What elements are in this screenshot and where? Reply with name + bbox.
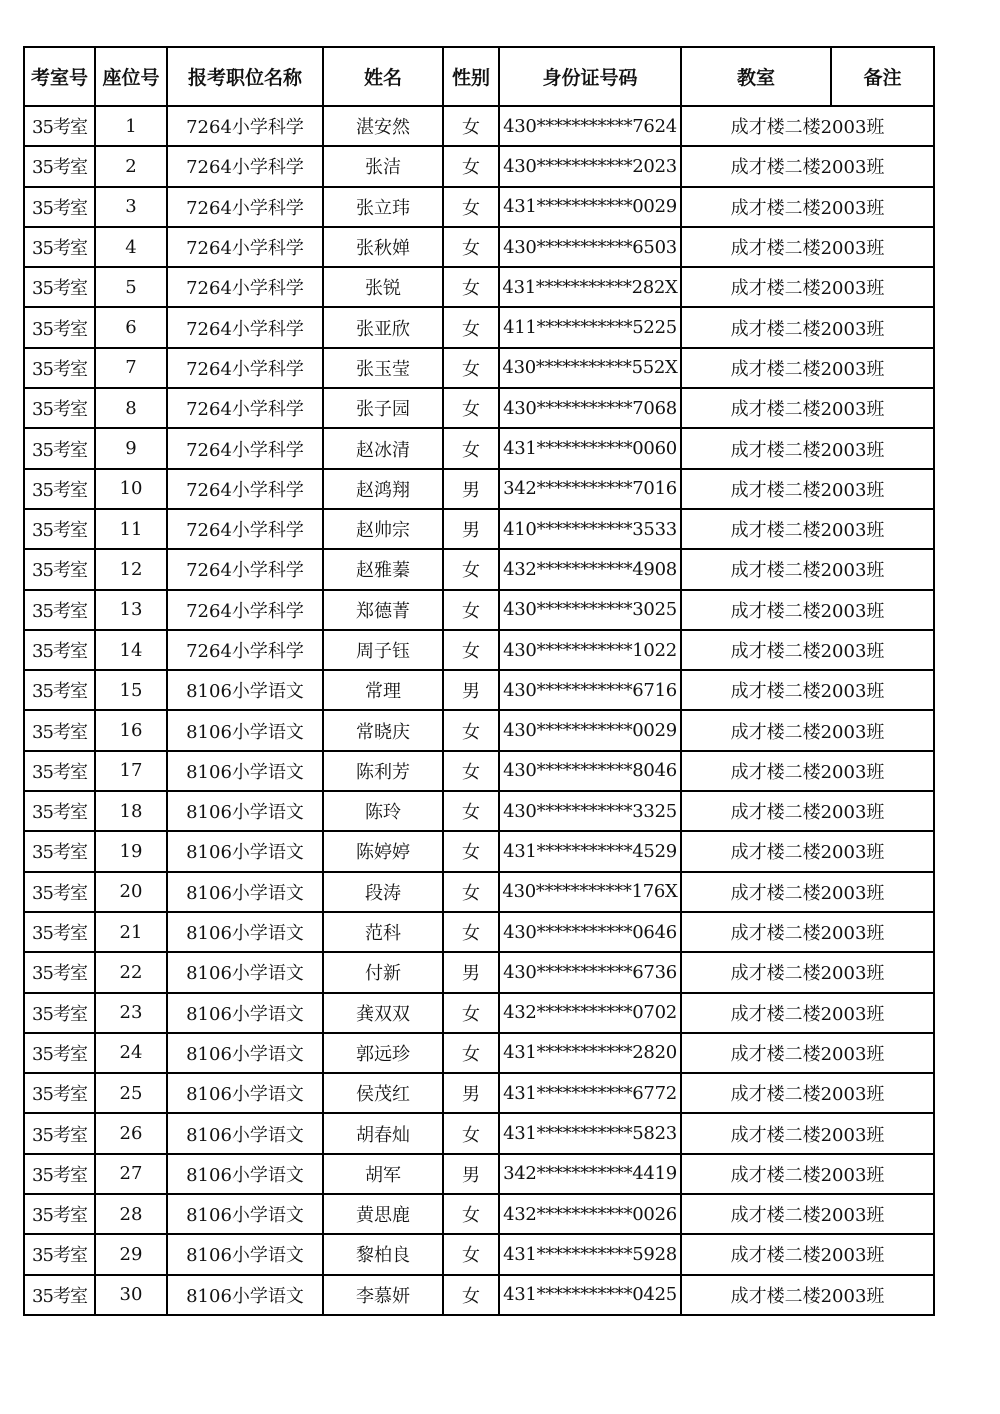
cell-room: 35考室 <box>24 509 95 549</box>
cell-name: 黄思鹿 <box>323 1194 443 1234</box>
cell-id-number: 431***********282X <box>499 267 681 307</box>
table-row <box>24 952 934 992</box>
cell-gender: 女 <box>443 1033 499 1073</box>
cell-room: 35考室 <box>24 1073 95 1113</box>
table-row <box>24 1194 934 1234</box>
cell-room: 35考室 <box>24 791 95 831</box>
cell-position: 8106小学语文 <box>167 1275 323 1315</box>
cell-name: 张立玮 <box>323 187 443 227</box>
cell-name: 张亚欣 <box>323 307 443 347</box>
cell-classroom: 成才楼二楼2003班 <box>681 348 934 388</box>
table-row <box>24 710 934 750</box>
cell-position: 7264小学科学 <box>167 348 323 388</box>
cell-position: 8106小学语文 <box>167 710 323 750</box>
cell-position: 8106小学语文 <box>167 791 323 831</box>
cell-id-number: 430***********2023 <box>499 146 681 186</box>
cell-gender: 女 <box>443 267 499 307</box>
table-body <box>24 106 934 1315</box>
cell-name: 张子园 <box>323 388 443 428</box>
cell-room: 35考室 <box>24 1234 95 1274</box>
cell-id-number: 430***********3025 <box>499 590 681 630</box>
cell-seat: 18 <box>95 791 167 831</box>
table-row <box>24 388 934 428</box>
cell-position: 7264小学科学 <box>167 267 323 307</box>
cell-seat: 11 <box>95 509 167 549</box>
cell-room: 35考室 <box>24 993 95 1033</box>
cell-classroom: 成才楼二楼2003班 <box>681 630 934 670</box>
cell-position: 8106小学语文 <box>167 993 323 1033</box>
cell-classroom: 成才楼二楼2003班 <box>681 590 934 630</box>
cell-gender: 女 <box>443 630 499 670</box>
cell-name: 常理 <box>323 670 443 710</box>
cell-name: 张秋婵 <box>323 227 443 267</box>
cell-room: 35考室 <box>24 428 95 468</box>
cell-id-number: 431***********5928 <box>499 1234 681 1274</box>
cell-classroom: 成才楼二楼2003班 <box>681 831 934 871</box>
cell-classroom: 成才楼二楼2003班 <box>681 106 934 146</box>
exam-seating-table <box>23 46 935 1316</box>
cell-seat: 13 <box>95 590 167 630</box>
cell-classroom: 成才楼二楼2003班 <box>681 509 934 549</box>
cell-seat: 15 <box>95 670 167 710</box>
header-gender: 性别 <box>443 47 499 106</box>
cell-seat: 20 <box>95 872 167 912</box>
cell-seat: 14 <box>95 630 167 670</box>
cell-seat: 25 <box>95 1073 167 1113</box>
cell-seat: 30 <box>95 1275 167 1315</box>
cell-room: 35考室 <box>24 1033 95 1073</box>
cell-classroom: 成才楼二楼2003班 <box>681 751 934 791</box>
cell-position: 7264小学科学 <box>167 590 323 630</box>
table-row <box>24 1234 934 1274</box>
table-row <box>24 428 934 468</box>
table-row <box>24 509 934 549</box>
cell-id-number: 342***********4419 <box>499 1154 681 1194</box>
table-row <box>24 307 934 347</box>
cell-classroom: 成才楼二楼2003班 <box>681 952 934 992</box>
cell-id-number: 430***********6716 <box>499 670 681 710</box>
cell-gender: 女 <box>443 831 499 871</box>
table-row <box>24 831 934 871</box>
table-row <box>24 106 934 146</box>
cell-classroom: 成才楼二楼2003班 <box>681 912 934 952</box>
header-remarks: 备注 <box>831 47 934 106</box>
header-name: 姓名 <box>323 47 443 106</box>
cell-id-number: 410***********3533 <box>499 509 681 549</box>
cell-position: 7264小学科学 <box>167 227 323 267</box>
cell-classroom: 成才楼二楼2003班 <box>681 428 934 468</box>
table-row <box>24 267 934 307</box>
cell-room: 35考室 <box>24 146 95 186</box>
cell-id-number: 430***********7068 <box>499 388 681 428</box>
cell-id-number: 431***********0029 <box>499 187 681 227</box>
cell-room: 35考室 <box>24 1113 95 1153</box>
cell-classroom: 成才楼二楼2003班 <box>681 307 934 347</box>
cell-gender: 女 <box>443 428 499 468</box>
header-position: 报考职位名称 <box>167 47 323 106</box>
cell-name: 赵帅宗 <box>323 509 443 549</box>
cell-name: 胡春灿 <box>323 1113 443 1153</box>
cell-room: 35考室 <box>24 1194 95 1234</box>
cell-room: 35考室 <box>24 751 95 791</box>
cell-gender: 女 <box>443 912 499 952</box>
cell-name: 赵鸿翔 <box>323 469 443 509</box>
cell-name: 段涛 <box>323 872 443 912</box>
cell-gender: 女 <box>443 1194 499 1234</box>
cell-id-number: 432***********0702 <box>499 993 681 1033</box>
cell-classroom: 成才楼二楼2003班 <box>681 388 934 428</box>
cell-gender: 男 <box>443 1154 499 1194</box>
cell-position: 8106小学语文 <box>167 952 323 992</box>
cell-position: 8106小学语文 <box>167 1033 323 1073</box>
cell-seat: 2 <box>95 146 167 186</box>
cell-id-number: 431***********0060 <box>499 428 681 468</box>
cell-gender: 女 <box>443 590 499 630</box>
cell-position: 8106小学语文 <box>167 1194 323 1234</box>
cell-classroom: 成才楼二楼2003班 <box>681 1275 934 1315</box>
header-row <box>24 47 934 106</box>
cell-gender: 女 <box>443 227 499 267</box>
cell-room: 35考室 <box>24 710 95 750</box>
cell-name: 张玉莹 <box>323 348 443 388</box>
cell-name: 周子钰 <box>323 630 443 670</box>
cell-name: 郭远珍 <box>323 1033 443 1073</box>
table-row <box>24 227 934 267</box>
cell-room: 35考室 <box>24 227 95 267</box>
cell-room: 35考室 <box>24 469 95 509</box>
cell-seat: 19 <box>95 831 167 871</box>
table-row <box>24 1275 934 1315</box>
cell-room: 35考室 <box>24 1275 95 1315</box>
table-row <box>24 187 934 227</box>
cell-position: 7264小学科学 <box>167 307 323 347</box>
table-row <box>24 872 934 912</box>
cell-position: 8106小学语文 <box>167 1234 323 1274</box>
cell-seat: 7 <box>95 348 167 388</box>
cell-position: 8106小学语文 <box>167 1154 323 1194</box>
cell-classroom: 成才楼二楼2003班 <box>681 187 934 227</box>
cell-seat: 5 <box>95 267 167 307</box>
cell-room: 35考室 <box>24 267 95 307</box>
cell-name: 赵雅蓁 <box>323 549 443 589</box>
cell-seat: 1 <box>95 106 167 146</box>
cell-classroom: 成才楼二楼2003班 <box>681 146 934 186</box>
cell-position: 7264小学科学 <box>167 388 323 428</box>
cell-id-number: 431***********2820 <box>499 1033 681 1073</box>
cell-seat: 17 <box>95 751 167 791</box>
cell-room: 35考室 <box>24 106 95 146</box>
cell-name: 胡军 <box>323 1154 443 1194</box>
cell-name: 湛安然 <box>323 106 443 146</box>
cell-name: 张锐 <box>323 267 443 307</box>
cell-name: 李慕妍 <box>323 1275 443 1315</box>
cell-gender: 女 <box>443 388 499 428</box>
cell-gender: 女 <box>443 187 499 227</box>
cell-classroom: 成才楼二楼2003班 <box>681 993 934 1033</box>
cell-room: 35考室 <box>24 952 95 992</box>
cell-room: 35考室 <box>24 831 95 871</box>
cell-id-number: 431***********4529 <box>499 831 681 871</box>
cell-name: 郑德菁 <box>323 590 443 630</box>
cell-position: 8106小学语文 <box>167 831 323 871</box>
cell-classroom: 成才楼二楼2003班 <box>681 670 934 710</box>
cell-gender: 女 <box>443 1234 499 1274</box>
cell-name: 陈利芳 <box>323 751 443 791</box>
table-row <box>24 469 934 509</box>
cell-gender: 女 <box>443 348 499 388</box>
cell-classroom: 成才楼二楼2003班 <box>681 549 934 589</box>
cell-seat: 26 <box>95 1113 167 1153</box>
cell-id-number: 430***********6503 <box>499 227 681 267</box>
table-row <box>24 348 934 388</box>
table-row <box>24 912 934 952</box>
cell-seat: 10 <box>95 469 167 509</box>
cell-id-number: 430***********7624 <box>499 106 681 146</box>
cell-classroom: 成才楼二楼2003班 <box>681 872 934 912</box>
table-row <box>24 549 934 589</box>
cell-seat: 8 <box>95 388 167 428</box>
cell-id-number: 432***********4908 <box>499 549 681 589</box>
cell-gender: 女 <box>443 106 499 146</box>
cell-id-number: 430***********0646 <box>499 912 681 952</box>
cell-id-number: 430***********3325 <box>499 791 681 831</box>
cell-classroom: 成才楼二楼2003班 <box>681 1033 934 1073</box>
cell-gender: 女 <box>443 872 499 912</box>
cell-room: 35考室 <box>24 872 95 912</box>
cell-name: 侯茂红 <box>323 1073 443 1113</box>
table-row <box>24 791 934 831</box>
cell-seat: 9 <box>95 428 167 468</box>
cell-name: 陈玲 <box>323 791 443 831</box>
cell-gender: 男 <box>443 670 499 710</box>
cell-classroom: 成才楼二楼2003班 <box>681 1194 934 1234</box>
cell-gender: 女 <box>443 993 499 1033</box>
cell-gender: 女 <box>443 549 499 589</box>
cell-classroom: 成才楼二楼2003班 <box>681 1234 934 1274</box>
cell-id-number: 430***********0029 <box>499 710 681 750</box>
table-header <box>24 47 934 106</box>
cell-id-number: 430***********1022 <box>499 630 681 670</box>
cell-id-number: 432***********0026 <box>499 1194 681 1234</box>
cell-classroom: 成才楼二楼2003班 <box>681 1073 934 1113</box>
cell-id-number: 411***********5225 <box>499 307 681 347</box>
cell-seat: 22 <box>95 952 167 992</box>
cell-id-number: 430***********6736 <box>499 952 681 992</box>
cell-seat: 27 <box>95 1154 167 1194</box>
cell-seat: 4 <box>95 227 167 267</box>
cell-position: 7264小学科学 <box>167 469 323 509</box>
cell-classroom: 成才楼二楼2003班 <box>681 227 934 267</box>
cell-classroom: 成才楼二楼2003班 <box>681 1154 934 1194</box>
cell-room: 35考室 <box>24 307 95 347</box>
cell-room: 35考室 <box>24 912 95 952</box>
cell-position: 8106小学语文 <box>167 1113 323 1153</box>
cell-gender: 女 <box>443 307 499 347</box>
cell-position: 7264小学科学 <box>167 428 323 468</box>
cell-id-number: 430***********552X <box>499 348 681 388</box>
cell-room: 35考室 <box>24 670 95 710</box>
cell-name: 张洁 <box>323 146 443 186</box>
cell-id-number: 430***********176X <box>499 872 681 912</box>
cell-room: 35考室 <box>24 348 95 388</box>
cell-classroom: 成才楼二楼2003班 <box>681 710 934 750</box>
cell-position: 7264小学科学 <box>167 630 323 670</box>
table-row <box>24 993 934 1033</box>
cell-room: 35考室 <box>24 388 95 428</box>
table-row <box>24 630 934 670</box>
cell-id-number: 342***********7016 <box>499 469 681 509</box>
cell-classroom: 成才楼二楼2003班 <box>681 791 934 831</box>
cell-classroom: 成才楼二楼2003班 <box>681 469 934 509</box>
cell-id-number: 431***********6772 <box>499 1073 681 1113</box>
cell-seat: 6 <box>95 307 167 347</box>
cell-gender: 女 <box>443 1275 499 1315</box>
cell-gender: 男 <box>443 1073 499 1113</box>
cell-position: 8106小学语文 <box>167 751 323 791</box>
cell-position: 8106小学语文 <box>167 912 323 952</box>
cell-gender: 男 <box>443 469 499 509</box>
table-row <box>24 1113 934 1153</box>
cell-id-number: 431***********5823 <box>499 1113 681 1153</box>
cell-gender: 男 <box>443 509 499 549</box>
cell-id-number: 430***********8046 <box>499 751 681 791</box>
cell-name: 赵冰清 <box>323 428 443 468</box>
cell-position: 7264小学科学 <box>167 187 323 227</box>
cell-room: 35考室 <box>24 630 95 670</box>
cell-seat: 24 <box>95 1033 167 1073</box>
cell-seat: 29 <box>95 1234 167 1274</box>
table-row <box>24 1154 934 1194</box>
cell-gender: 女 <box>443 710 499 750</box>
cell-position: 7264小学科学 <box>167 106 323 146</box>
header-seat: 座位号 <box>95 47 167 106</box>
cell-gender: 女 <box>443 791 499 831</box>
cell-name: 范科 <box>323 912 443 952</box>
cell-id-number: 431***********0425 <box>499 1275 681 1315</box>
cell-position: 7264小学科学 <box>167 549 323 589</box>
cell-gender: 女 <box>443 751 499 791</box>
cell-position: 8106小学语文 <box>167 670 323 710</box>
cell-classroom: 成才楼二楼2003班 <box>681 1113 934 1153</box>
cell-room: 35考室 <box>24 1154 95 1194</box>
cell-position: 7264小学科学 <box>167 146 323 186</box>
table-row <box>24 146 934 186</box>
header-room: 考室号 <box>24 47 95 106</box>
cell-name: 常晓庆 <box>323 710 443 750</box>
cell-classroom: 成才楼二楼2003班 <box>681 267 934 307</box>
table-row <box>24 1033 934 1073</box>
cell-seat: 16 <box>95 710 167 750</box>
cell-seat: 12 <box>95 549 167 589</box>
cell-seat: 28 <box>95 1194 167 1234</box>
table-row <box>24 1073 934 1113</box>
cell-name: 付新 <box>323 952 443 992</box>
cell-name: 龚双双 <box>323 993 443 1033</box>
cell-gender: 男 <box>443 952 499 992</box>
cell-position: 8106小学语文 <box>167 872 323 912</box>
table-row <box>24 751 934 791</box>
cell-room: 35考室 <box>24 590 95 630</box>
cell-room: 35考室 <box>24 549 95 589</box>
header-id-number: 身份证号码 <box>499 47 681 106</box>
table-row <box>24 590 934 630</box>
cell-name: 陈婷婷 <box>323 831 443 871</box>
header-classroom: 教室 <box>681 47 831 106</box>
cell-name: 黎柏良 <box>323 1234 443 1274</box>
cell-seat: 21 <box>95 912 167 952</box>
table-row <box>24 670 934 710</box>
cell-seat: 3 <box>95 187 167 227</box>
cell-position: 8106小学语文 <box>167 1073 323 1113</box>
cell-gender: 女 <box>443 1113 499 1153</box>
cell-gender: 女 <box>443 146 499 186</box>
cell-seat: 23 <box>95 993 167 1033</box>
cell-position: 7264小学科学 <box>167 509 323 549</box>
cell-room: 35考室 <box>24 187 95 227</box>
